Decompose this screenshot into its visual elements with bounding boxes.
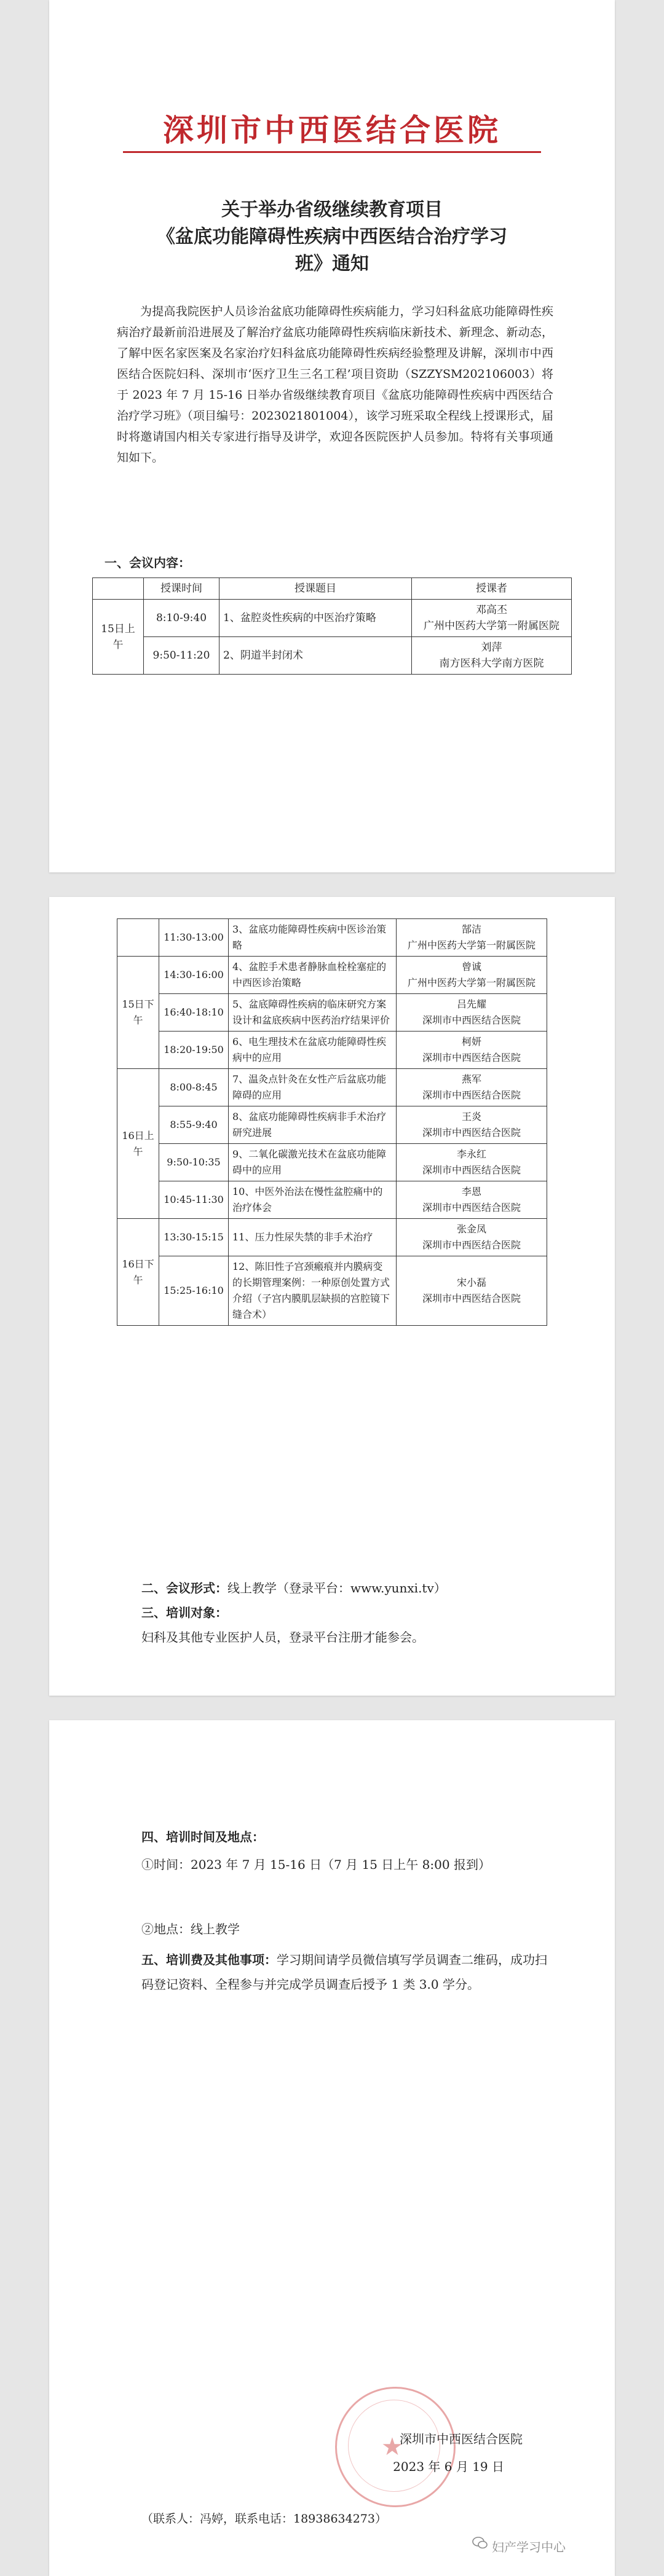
section-1-heading: 一、会议内容：	[105, 555, 191, 570]
speaker-affiliation: 深圳市中西医结合医院	[422, 1089, 521, 1101]
title-line-2: 《盆底功能障碍性疾病中西医结合治疗学习	[157, 226, 507, 248]
session-time: 9:50-11:20	[144, 637, 219, 675]
session-time: 11:30-13:00	[159, 919, 229, 957]
day-label: 16日上午	[117, 1069, 159, 1219]
table-row	[117, 1032, 547, 1069]
table-row	[93, 600, 572, 637]
speaker-name: 宋小磊	[456, 1277, 486, 1288]
section-2-text: 线上教学（登录平台：www.yunxi.tv）	[227, 1581, 446, 1595]
intro-paragraph: 为提高我院医护人员诊治盆底功能障碍性疾病能力，学习妇科盆底功能障碍性疾病治疗最新前沿进展及了解治疗盆底功能障碍性疾病临床新技术、新理念、新动态，了解中医名家医案及名家治疗妇科盆底功能障碍性疾病经验整理及讲解，深圳市中西医结合医院妇科、深圳市‘医疗卫生三名工程’项目资助（SZZYSM202106003）将于 2023 年 7 月 15-16 日举办省级继续教育项目《盆底功能障碍性疾病中西医结合治疗学习班》（项目编号：2023021801004），该学习班采取全程线上授课形式，届时将邀请国内相关专家进行指导及讲学，欢迎各医院医护人员参加。特将有关事项通知如下。	[117, 305, 553, 464]
session-topic: 2、阴道半封闭术	[219, 637, 412, 675]
session-topic: 12、陈旧性子宫颈瘢痕并内膜病变的长期管理案例：一种原创处置方式介绍（子宫内膜肌层缺损的宫腔镜下缝合术）	[229, 1256, 397, 1326]
wechat-icon	[472, 2535, 488, 2551]
section-5	[141, 1948, 547, 1997]
session-speaker-cell	[397, 1256, 547, 1326]
notice-title	[117, 197, 547, 278]
speaker-affiliation: 广州中医药大学第一附属医院	[407, 939, 536, 951]
speaker-name: 曾诚	[461, 961, 481, 973]
speaker-affiliation: 南方医科大学南方医院	[439, 657, 544, 670]
speaker-name: 邓高丕	[476, 604, 507, 616]
session-time: 8:10-9:40	[144, 600, 219, 637]
table-row	[117, 957, 547, 994]
session-topic: 4、盆腔手术患者静脉血栓栓塞症的中西医诊治策略	[229, 957, 397, 994]
session-speaker-cell	[397, 1069, 547, 1106]
session-speaker-cell	[397, 994, 547, 1032]
seal-star-icon: ★	[381, 2433, 403, 2461]
table-row	[117, 1219, 547, 1256]
session-speaker-cell	[397, 957, 547, 994]
page-1	[49, 0, 615, 872]
speaker-name: 李永红	[456, 1148, 486, 1160]
speaker-affiliation: 深圳市中西医结合医院	[422, 1239, 521, 1251]
day-label: 16日下午	[117, 1219, 159, 1326]
header-speaker: 授课者	[412, 578, 572, 600]
session-time: 8:00-8:45	[159, 1069, 229, 1106]
speaker-name: 刘萍	[481, 641, 502, 654]
speaker-name: 张金凤	[456, 1223, 486, 1235]
header-topic: 授课题目	[219, 578, 412, 600]
session-speaker-cell	[412, 600, 572, 637]
session-time: 9:50-10:35	[159, 1144, 229, 1181]
session-speaker-cell	[412, 637, 572, 675]
session-time: 13:30-15:15	[159, 1219, 229, 1256]
table-row	[117, 1181, 547, 1219]
session-time: 8:55-9:40	[159, 1106, 229, 1144]
session-topic: 9、二氧化碳激光技术在盆底功能障碍中的应用	[229, 1144, 397, 1181]
schedule-table-2	[117, 918, 547, 1326]
table-row	[117, 994, 547, 1032]
section-3-heading: 三、培训对象：	[141, 1605, 227, 1620]
table-header-row	[93, 578, 572, 600]
table-row	[117, 1106, 547, 1144]
day-label: 15日上午	[93, 600, 144, 675]
table-row	[117, 919, 547, 957]
session-time: 10:45-11:30	[159, 1181, 229, 1219]
title-line-3: 班》通知	[295, 253, 369, 275]
section-5-text: 学习期间请学员微信填写学员调查二维码，成功扫码登记资料、全程参与并完成学员调查后授予 1 类 3.0 学分。	[141, 1952, 547, 1992]
session-topic: 8、盆底功能障碍性疾病非手术治疗研究进展	[229, 1106, 397, 1144]
table-row	[93, 637, 572, 675]
session-time: 15:25-16:10	[159, 1256, 229, 1326]
watermark: 妇产学习中心	[492, 2540, 566, 2554]
contact-info: （联系人：冯婷，联系电话：18938634273）	[141, 2512, 387, 2526]
table-row	[117, 1144, 547, 1181]
page-2	[49, 897, 615, 1696]
schedule-table-1	[92, 577, 572, 675]
session-speaker-cell	[397, 1181, 547, 1219]
speaker-affiliation: 深圳市中西医结合医院	[422, 1202, 521, 1213]
session-time: 14:30-16:00	[159, 957, 229, 994]
section-4-time: ①时间：2023 年 7 月 15-16 日（7 月 15 日上午 8:00 报到）	[141, 1857, 491, 1872]
section-3-text: 妇科及其他专业医护人员，登录平台注册才能参会。	[141, 1630, 424, 1645]
page-3	[49, 1720, 615, 2576]
session-speaker-cell	[397, 1106, 547, 1144]
session-time: 16:40-18:10	[159, 994, 229, 1032]
speaker-affiliation: 广州中医药大学第一附属医院	[424, 620, 559, 632]
speaker-affiliation: 深圳市中西医结合医院	[422, 1164, 521, 1176]
hospital-name: 深圳市中西医结合医院	[163, 112, 501, 148]
section-4-heading: 四、培训时间及地点：	[141, 1830, 264, 1844]
speaker-affiliation: 深圳市中西医结合医院	[422, 1014, 521, 1026]
session-topic: 3、盆底功能障碍性疾病中医诊治策略	[229, 919, 397, 957]
speaker-affiliation: 广州中医药大学第一附属医院	[407, 977, 536, 989]
speaker-name: 柯妍	[461, 1036, 481, 1047]
header-divider	[123, 151, 541, 153]
section-2	[141, 1576, 559, 1600]
section-4-place: ②地点：线上教学	[141, 1922, 240, 1936]
section-2-heading: 二、会议形式：	[141, 1581, 227, 1595]
session-time: 18:20-19:50	[159, 1032, 229, 1069]
header-time: 授课时间	[144, 578, 219, 600]
speaker-affiliation: 深圳市中西医结合医院	[422, 1293, 521, 1304]
session-topic: 11、压力性尿失禁的非手术治疗	[229, 1219, 397, 1256]
session-topic: 5、盆底障碍性疾病的临床研究方案设计和盆底疾病中医药治疗结果评价	[229, 994, 397, 1032]
speaker-name: 郜洁	[461, 923, 481, 935]
session-topic: 10、中医外治法在慢性盆腔痛中的治疗体会	[229, 1181, 397, 1219]
session-topic: 6、电生理技术在盆底功能障碍性疾病中的应用	[229, 1032, 397, 1069]
speaker-name: 李恩	[461, 1186, 481, 1197]
session-topic: 1、盆腔炎性疾病的中医治疗策略	[219, 600, 412, 637]
table-row	[117, 1256, 547, 1326]
speaker-affiliation: 深圳市中西医结合医院	[422, 1127, 521, 1138]
session-speaker-cell	[397, 1032, 547, 1069]
title-line-1: 关于举办省级继续教育项目	[221, 199, 443, 221]
day-label: 15日下午	[117, 957, 159, 1069]
speaker-name: 王炎	[461, 1111, 481, 1122]
session-speaker-cell	[397, 1144, 547, 1181]
speaker-name: 燕军	[461, 1073, 481, 1085]
signature-org: 深圳市中西医结合医院	[400, 2432, 523, 2446]
speaker-name: 吕先耀	[456, 998, 486, 1010]
section-5-heading: 五、培训费及其他事项：	[141, 1952, 277, 1967]
speaker-affiliation: 深圳市中西医结合医院	[422, 1052, 521, 1063]
table-row	[117, 1069, 547, 1106]
session-speaker-cell	[397, 919, 547, 957]
signature-date: 2023 年 6 月 19 日	[393, 2459, 504, 2474]
session-speaker-cell	[397, 1219, 547, 1256]
session-topic: 7、温灸点针灸在女性产后盆底功能障碍的应用	[229, 1069, 397, 1106]
